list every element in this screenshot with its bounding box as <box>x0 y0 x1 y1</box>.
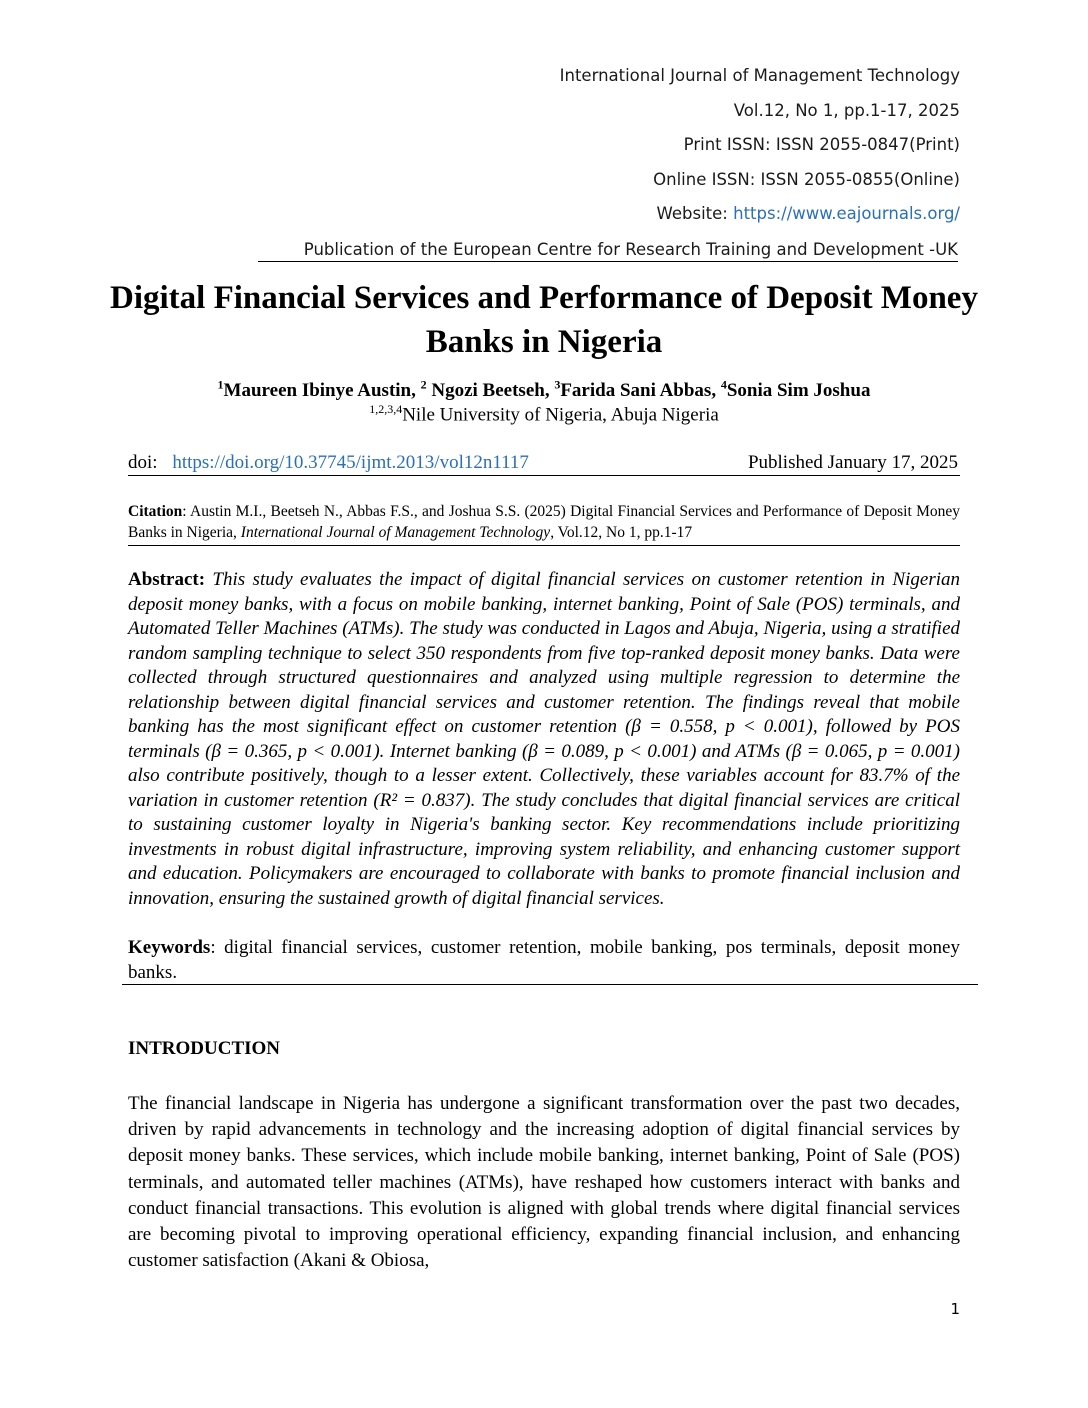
online-issn: Online ISSN: ISSN 2055-0855(Online) <box>653 169 960 189</box>
citation-text: : Austin M.I., Beetseh N., Abbas F.S., and Joshua S.S. (2025) Digital Financial Services and Performance of Deposit Money Banks in Nigeria, <box>128 503 960 541</box>
affiliation-text: Nile University of Nigeria, Abuja Nigeria <box>402 404 719 426</box>
doi-row <box>128 452 960 476</box>
author-name: Ngozi Beetseh, <box>426 380 555 402</box>
affiliation-sup: 1,2,3,4 <box>369 402 403 416</box>
author-name: Maureen Ibinye Austin, <box>223 380 421 402</box>
journal-volume: Vol.12, No 1, pp.1-17, 2025 <box>733 100 960 120</box>
author-name: Sonia Sim Joshua <box>726 380 871 402</box>
author-sup: 4 <box>720 378 727 392</box>
website-label: Website: <box>656 204 734 223</box>
author-sup: 2 <box>420 378 427 392</box>
author-sup: 1 <box>217 378 224 392</box>
website-line <box>560 200 960 235</box>
journal-name: International Journal of Management Technology <box>559 66 960 85</box>
abstract-label: Abstract: <box>128 569 206 590</box>
published-date: Published January 17, 2025 <box>747 452 958 473</box>
doi-label: doi: <box>128 452 158 473</box>
citation-label: Citation <box>128 503 183 520</box>
affiliation <box>100 402 988 426</box>
keywords-text: : digital financial services, customer retention, mobile banking, pos terminals, deposit money banks. <box>128 937 960 983</box>
abstract <box>128 568 960 911</box>
abstract-text: This study evaluates the impact of digital financial services on customer retention in Nigerian deposit money banks, with a focus on mobile banking, internet banking, Point of Sale (POS) terminals, and Automated Teller Machines (ATMs). The study was conducted in Lagos and Abuja, Nigeria, using a stratified random sampling technique to select 350 respondents from five top-ranked deposit money banks. Data were collected through structured questionnaires and analyzed using multiple regression to determine the relationship between digital financial services and customer retention. The findings reveal that mobile banking has the most significant effect on customer retention (β = 0.558, p < 0.001), followed by POS terminals (β = 0.365, p < 0.001). Internet banking (β = 0.089, p < 0.001) and ATMs (β = 0.065, p = 0.001) also contribute positively, though to a lesser extent. Collectively, these variables account for 83.7% of the variation in customer retention (R² = 0.837). The study concludes that digital financial services are critical to sustaining customer loyalty in Nigeria's banking sector. Key recommendations include prioritizing investments in robust digital infrastructure, improving system reliability, and enhancing customer support and education. Policymakers are encouraged to collaborate with banks to promote financial inclusion and innovation, ensuring the sustained growth of digital financial services. <box>128 569 960 909</box>
introduction-paragraph: The financial landscape in Nigeria has undergone a significant transformation over the past two decades, driven by rapid advancements in technology and the increasing adoption of digital financial services by deposit money banks. These services, which include mobile banking, internet banking, Point of Sale (POS) terminals, and automated teller machines (ATMs), have reshaped how customers interact with banks and conduct financial transactions. This evolution is aligned with global trends where digital financial services are becoming pivotal to improving operational efficiency, expanding financial inclusion, and enhancing customer satisfaction (Akani & Obiosa, <box>128 1093 960 1272</box>
author-item <box>421 380 555 401</box>
print-issn: Print ISSN: ISSN 2055-0847(Print) <box>683 135 960 154</box>
paper-title: Digital Financial Services and Performance of Deposit Money Banks in Nigeria <box>110 280 978 360</box>
author-item <box>554 380 721 401</box>
introduction-heading: INTRODUCTION <box>128 1038 281 1059</box>
journal-header <box>560 62 960 235</box>
doi-link[interactable]: https://doi.org/10.37745/ijmt.2013/vol12n1117 <box>172 452 529 473</box>
citation-tail: , Vol.12, No 1, pp.1-17 <box>550 524 693 541</box>
citation-journal: International Journal of Management Technology <box>240 524 551 541</box>
author-item <box>721 380 871 401</box>
keywords-label: Keywords <box>128 937 211 958</box>
keywords <box>128 936 960 985</box>
author-name: Farida Sani Abbas, <box>560 380 721 402</box>
publisher-line: Publication of the European Centre for Research Training and Development -UK <box>258 240 958 262</box>
author-sup: 3 <box>554 378 561 392</box>
section-divider <box>122 984 978 985</box>
page-number: 1 <box>950 1300 960 1318</box>
author-list <box>100 378 988 402</box>
website-link[interactable]: https://www.eajournals.org/ <box>733 204 960 223</box>
citation <box>128 501 960 546</box>
author-item <box>218 380 421 401</box>
